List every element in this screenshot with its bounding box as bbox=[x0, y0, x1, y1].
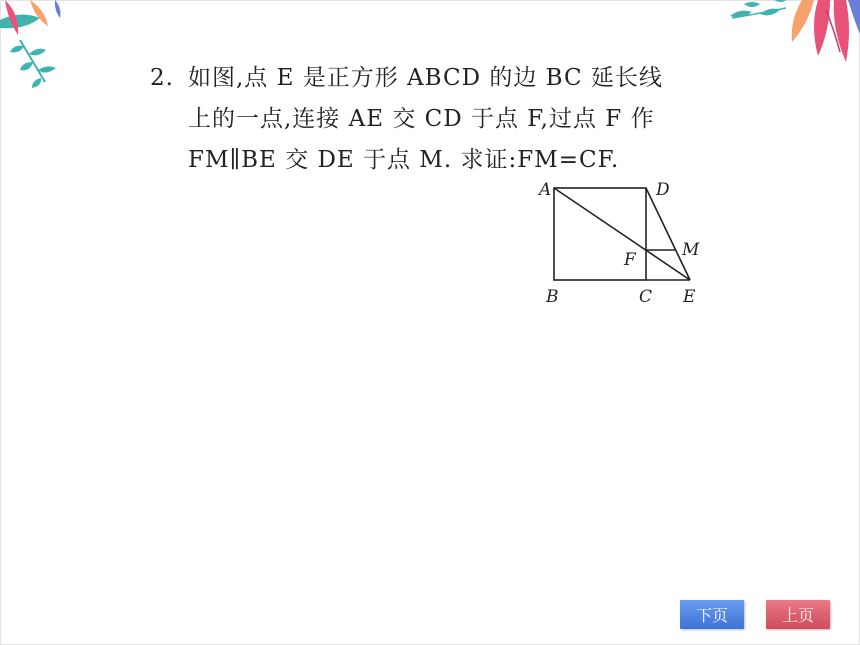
problem-line-1 bbox=[150, 58, 710, 99]
problem-statement bbox=[150, 58, 710, 181]
problem-text-line: 上的一点,连接 AE 交 CD 于点 F,过点 F 作 bbox=[188, 106, 655, 132]
label-m: M bbox=[682, 240, 700, 260]
label-a: A bbox=[539, 180, 552, 200]
label-b: B bbox=[546, 287, 559, 307]
next-page-button[interactable]: 下页 bbox=[680, 600, 744, 629]
problem-text-line: FM∥BE 交 DE 于点 M. 求证:FM=CF. bbox=[188, 147, 620, 173]
label-d: D bbox=[656, 180, 670, 200]
problem-number: 2. bbox=[150, 65, 174, 91]
segment-de bbox=[646, 188, 690, 280]
problem-text-line: 如图,点 E 是正方形 ABCD 的边 BC 延长线 bbox=[188, 65, 663, 91]
feather-leaves-icon bbox=[730, 0, 860, 80]
geometry-figure bbox=[530, 172, 720, 317]
label-e: E bbox=[683, 287, 696, 307]
segment-ae bbox=[554, 188, 690, 280]
problem-line-2 bbox=[150, 99, 710, 140]
previous-page-button[interactable]: 上页 bbox=[766, 600, 830, 629]
leaf-branch-icon bbox=[0, 0, 90, 100]
label-f: F bbox=[624, 250, 636, 270]
label-c: C bbox=[639, 287, 653, 307]
